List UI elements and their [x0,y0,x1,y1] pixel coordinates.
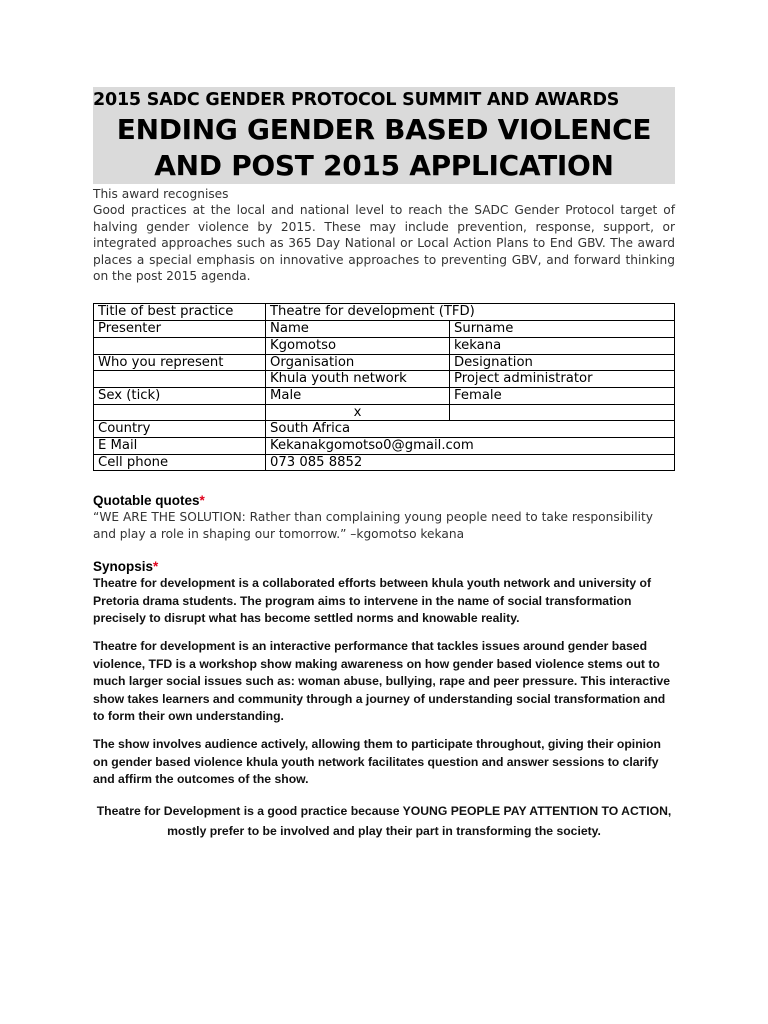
award-intro [93,186,675,284]
synopsis-paragraph-2: Theatre for development is an interactive performance that tackles issues around gender based violence, TFD is a workshop show making awareness on how gender based violence stems out to much larger social issues such as: woman abuse, bullying, rape and peer pressure. This interactive show takes learners and community through a journey of understanding social transformation and to form their own understanding. [93,639,671,724]
empty-cell [94,371,266,388]
designation-value: Project administrator [450,371,675,388]
presenter-label: Presenter [94,321,266,338]
entry-form-table [93,303,675,471]
synopsis-paragraph-4: Theatre for Development is a good practice because YOUNG PEOPLE PAY ATTENTION TO ACTION, mostly prefer to be involved and play their part in transforming the society. [96,803,672,838]
country-label: Country [94,421,266,438]
title-banner [93,87,675,184]
cell-phone-value: 073 085 8852 [266,454,675,471]
required-asterisk: * [153,559,159,575]
quotes-heading-text: Quotable quotes [93,493,200,509]
country-value: South Africa [266,421,675,438]
designation-label: Designation [450,354,675,371]
table-row [94,387,675,404]
empty-cell [94,404,266,421]
male-tick: x [266,404,450,421]
surname-value: kekana [450,337,675,354]
table-row [94,438,675,455]
name-label: Name [266,321,450,338]
organisation-value: Khula youth network [266,371,450,388]
table-row [94,404,675,421]
cell-phone-label: Cell phone [94,454,266,471]
sex-label: Sex (tick) [94,387,266,404]
male-label: Male [266,387,450,404]
synopsis-heading-text: Synopsis [93,559,154,575]
award-title-line-2: AND POST 2015 APPLICATION [154,149,614,182]
summit-title: 2015 SADC GENDER PROTOCOL SUMMIT AND AWARDS [93,90,620,110]
intro-body: Good practices at the local and national level to reach the SADC Gender Protocol target of halving gender violence by 2015. These may include prevention, response, support, or integrated approaches such as 365 Day National or Local Action Plans to End GBV. The award places a special emphasis on innovative approaches to preventing GBV, and forward thinking on the post 2015 agenda. [93,203,675,284]
table-row [94,454,675,471]
table-row [94,321,675,338]
synopsis-paragraph-1: Theatre for development is a collaborated efforts between khula youth network and university of Pretoria drama students. The program aims to intervene in the name of social transformation precisely to disrupt what has become settled norms and knowable reality. [93,576,652,626]
quote-text: “WE ARE THE SOLUTION: Rather than complaining young people need to take responsibility and play a role in shaping our tomorrow.” –kgomotso kekana [93,510,653,541]
synopsis-paragraph-3: The show involves audience actively, allowing them to participate throughout, giving their opinion on gender based violence khula youth network facilitates question and answer sessions to clarify and affirm the outcomes of the show. [93,737,661,787]
email-value: Kekanakgomotso0@gmail.com [266,438,675,455]
table-row [94,371,675,388]
surname-label: Surname [450,321,675,338]
table-row [94,337,675,354]
email-label: E Mail [94,438,266,455]
intro-recognises: This award recognises [93,187,229,201]
represent-label: Who you represent [94,354,266,371]
female-tick [450,404,675,421]
table-row [94,304,675,321]
title-label: Title of best practice [94,304,266,321]
organisation-label: Organisation [266,354,450,371]
title-value: Theatre for development (TFD) [266,304,675,321]
document-page [93,87,675,851]
table-row [94,354,675,371]
empty-cell [94,337,266,354]
award-title-line-1: ENDING GENDER BASED VIOLENCE [116,113,652,146]
female-label: Female [450,387,675,404]
table-row [94,421,675,438]
required-asterisk: * [199,493,205,509]
synopsis-heading [93,559,675,575]
name-value: Kgomotso [266,337,450,354]
quotes-heading [93,493,675,509]
